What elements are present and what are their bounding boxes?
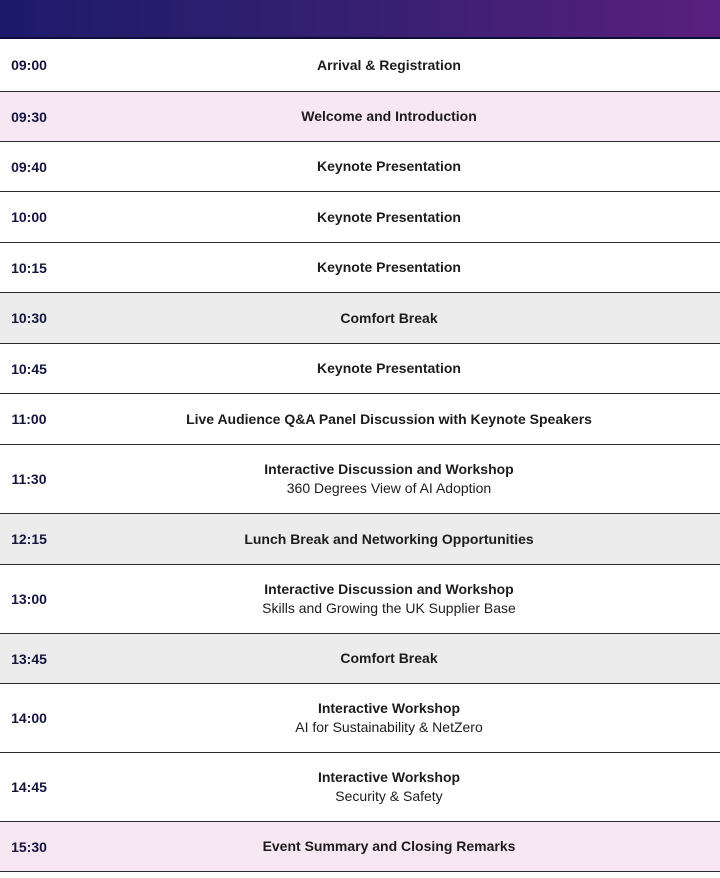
row-time: 10:30 <box>11 310 47 326</box>
row-title: Live Audience Q&A Panel Discussion with Keynote Speakers <box>186 410 592 427</box>
row-content <box>58 157 720 176</box>
row-time: 15:30 <box>11 838 47 855</box>
agenda-row <box>0 243 720 293</box>
row-subtitle: AI for Sustainability & NetZero <box>295 719 483 735</box>
agenda-row <box>0 565 720 634</box>
row-subtitle: Skills and Growing the UK Supplier Base <box>262 600 516 616</box>
row-title: Comfort Break <box>340 650 438 666</box>
row-subtitle: Security & Safety <box>335 788 443 804</box>
row-subtitle: 360 Degrees View of AI Adoption <box>286 480 492 496</box>
agenda-row <box>0 192 720 243</box>
agenda-row <box>0 514 720 565</box>
agenda-row <box>0 822 720 872</box>
row-content <box>58 410 720 429</box>
row-title: Keynote Presentation <box>317 259 461 275</box>
row-time: 14:00 <box>11 710 47 726</box>
row-time: 10:00 <box>11 209 47 225</box>
row-content <box>58 208 720 227</box>
row-time: 10:15 <box>11 259 47 276</box>
row-title: Interactive Workshop <box>317 769 461 785</box>
row-time: 11:00 <box>11 411 47 427</box>
row-content <box>58 530 720 549</box>
agenda-row <box>0 634 720 684</box>
row-time: 12:15 <box>11 531 47 547</box>
row-content <box>58 258 720 277</box>
agenda-row <box>0 753 720 822</box>
row-time: 09:40 <box>11 158 47 175</box>
row-content <box>58 460 720 498</box>
row-content <box>58 309 720 328</box>
row-title: Keynote Presentation <box>317 208 461 225</box>
row-title: Keynote Presentation <box>317 158 461 174</box>
agenda-row <box>0 394 720 445</box>
row-time: 14:45 <box>11 779 47 795</box>
row-title: Lunch Break and Networking Opportunities <box>244 530 534 547</box>
row-time: 10:45 <box>11 360 47 377</box>
row-title: Interactive Discussion and Workshop <box>264 581 514 597</box>
row-time: 13:45 <box>11 650 47 667</box>
row-title: Welcome and Introduction <box>301 108 477 124</box>
row-content <box>58 768 720 806</box>
agenda-row <box>0 92 720 142</box>
row-content <box>58 837 720 856</box>
row-content <box>58 359 720 378</box>
row-title: Interactive Discussion and Workshop <box>264 461 514 477</box>
row-content <box>58 649 720 668</box>
row-time: 09:00 <box>11 57 47 73</box>
agenda-row <box>0 142 720 192</box>
row-content <box>58 580 720 618</box>
row-time: 13:00 <box>11 591 47 607</box>
row-content <box>58 56 720 75</box>
row-title: Interactive Workshop <box>317 700 461 716</box>
header-banner <box>0 0 720 39</box>
row-time: 11:30 <box>11 471 47 487</box>
agenda-row <box>0 684 720 753</box>
row-title: Arrival & Registration <box>317 56 461 73</box>
agenda-row <box>0 344 720 394</box>
agenda-row <box>0 445 720 514</box>
agenda-row <box>0 39 720 92</box>
row-title: Event Summary and Closing Remarks <box>262 838 516 854</box>
agenda-row <box>0 293 720 344</box>
row-time: 09:30 <box>11 108 47 125</box>
row-title: Keynote Presentation <box>317 360 461 376</box>
row-content <box>58 107 720 126</box>
agenda-table <box>0 39 720 872</box>
row-title: Comfort Break <box>340 309 438 326</box>
row-content <box>58 699 720 737</box>
